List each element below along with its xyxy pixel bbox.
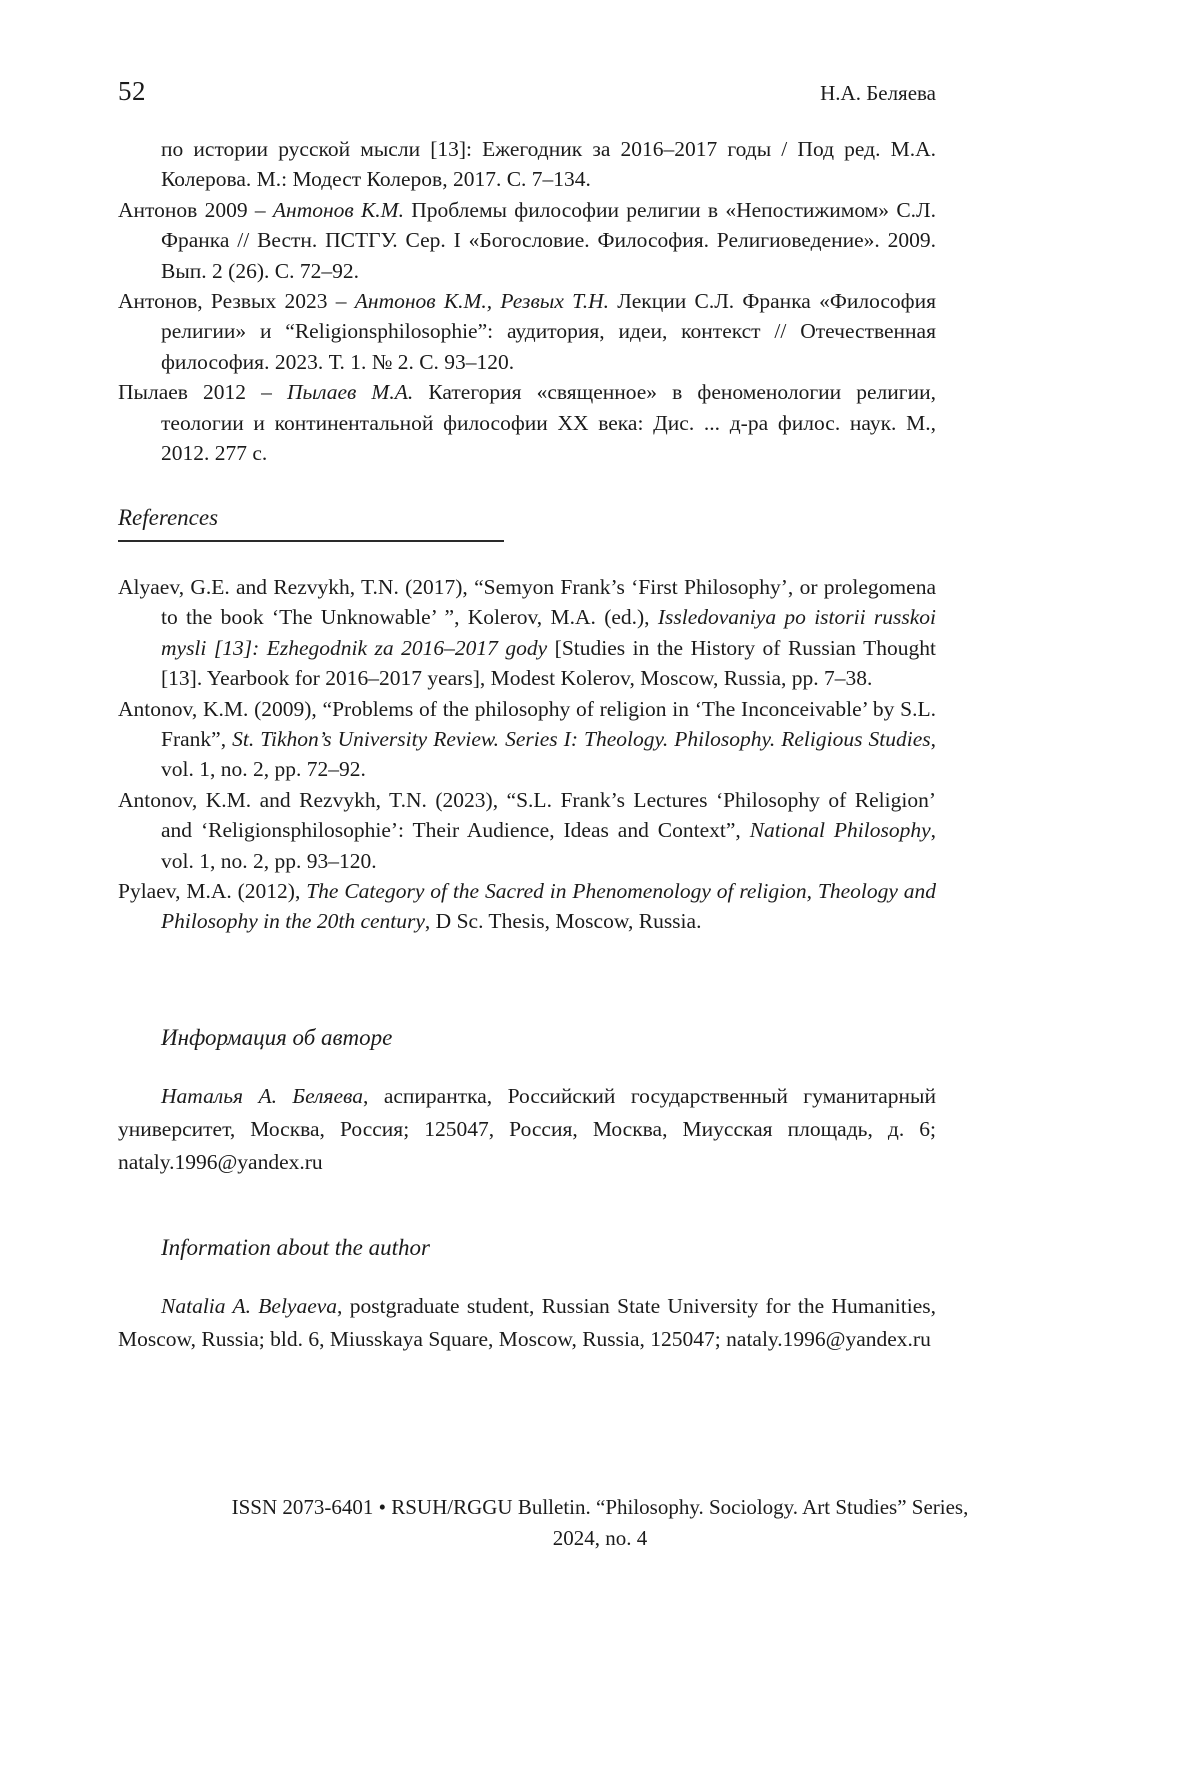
reference-entry: Pylaev, M.A. (2012), The Category of the Sacred in Phenomenology of religion, Theology and Philosophy in the 20th century, D Sc. Thesis, Moscow, Russia. xyxy=(118,879,936,934)
reference-entry: Antonov, K.M. (2009), “Problems of the philosophy of religion in ‘The Inconceivable’ by S.L. Frank”, St. Tikhon’s University Review. Series I: Theology. Philosophy. Religious Studies, vol. 1, no. 2, pp. 72–92. xyxy=(118,696,936,782)
running-head-author: Н.А. Беляева xyxy=(820,81,936,105)
running-header xyxy=(118,76,936,107)
references-heading: References xyxy=(118,505,219,530)
references-heading-rule xyxy=(118,540,504,542)
bibliography-entry: по истории русской мысли [13]: Ежегодник за 2016–2017 годы / Под ред. М.А. Колерова. М.: Модест Колеров, 2017. С. 7–134. xyxy=(161,137,936,192)
journal-footer xyxy=(0,1492,1200,1554)
bibliography-entry: Антонов, Резвых 2023 – Антонов К.М., Резвых Т.Н. Лекции С.Л. Франка «Философия религии» и “Religionsphilosophie”: аудитория, идеи, контекст // Отечественная философия. 2023. Т. 1. № 2. С. 93–120. xyxy=(118,289,936,374)
bibliography-entry: Пылаев 2012 – Пылаев М.А. Категория «священное» в феноменологии религии, теологии и континентальной философии XX века: Дис. ... д-ра филос. наук. М., 2012. 277 с. xyxy=(118,380,936,466)
russian-bibliography xyxy=(118,134,936,468)
author-info-en-heading: Information about the author xyxy=(161,1235,430,1260)
page-number: 52 xyxy=(118,76,146,106)
author-info-ru-paragraph: Наталья А. Беляева, аспирантка, Российский государственный гуманитарный университет, Москва, Россия; 125047, Россия, Москва, Миусская площадь, д. 6; nataly.1996@yandex.ru xyxy=(118,1084,937,1174)
bibliography-entry: Антонов 2009 – Антонов К.М. Проблемы философии религии в «Непостижимом» С.Л. Франка // Вестн. ПСТГУ. Сер. I «Богословие. Философия. Религиоведение». 2009. Вып. 2 (26). С. 72–92. xyxy=(118,197,936,283)
reference-entry: Antonov, K.M. and Rezvykh, T.N. (2023), “S.L. Frank’s Lectures ‘Philosophy of Religion’ and ‘Religionsphilosophie’: Their Audience, Ideas and Context”, National Philosophy, vol. 1, no. 2, pp. 93–120. xyxy=(118,787,937,873)
author-info-en-paragraph: Natalia A. Belyaeva, postgraduate student, Russian State University for the Humanities, Moscow, Russia; bld. 6, Miusskaya Square, Moscow, Russia, 125047; nataly.1996@yandex.ru xyxy=(118,1294,936,1351)
references-list xyxy=(118,572,936,937)
references-section-header xyxy=(118,505,936,542)
footer-issue-line: 2024, no. 4 xyxy=(552,1526,648,1550)
author-info-ru-heading: Информация об авторе xyxy=(161,1025,393,1050)
reference-entry: Alyaev, G.E. and Rezvykh, T.N. (2017), “Semyon Frank’s ‘First Philosophy’, or prolegomena to the book ‘The Unknowable’ ”, Kolerov, M.A. (ed.), Issledovaniya po istorii russkoi mysli [13]: Ezhegodnik za 2016–2017 gody [Studies in the History of Russian Thought [13]. Yearbook for 2016–2017 years], Modest Kolerov, Moscow, Russia, pp. 7–38. xyxy=(118,575,936,691)
footer-issn-series-line: ISSN 2073-6401 • RSUH/RGGU Bulletin. “Philosophy. Sociology. Art Studies” Series, xyxy=(231,1495,969,1519)
